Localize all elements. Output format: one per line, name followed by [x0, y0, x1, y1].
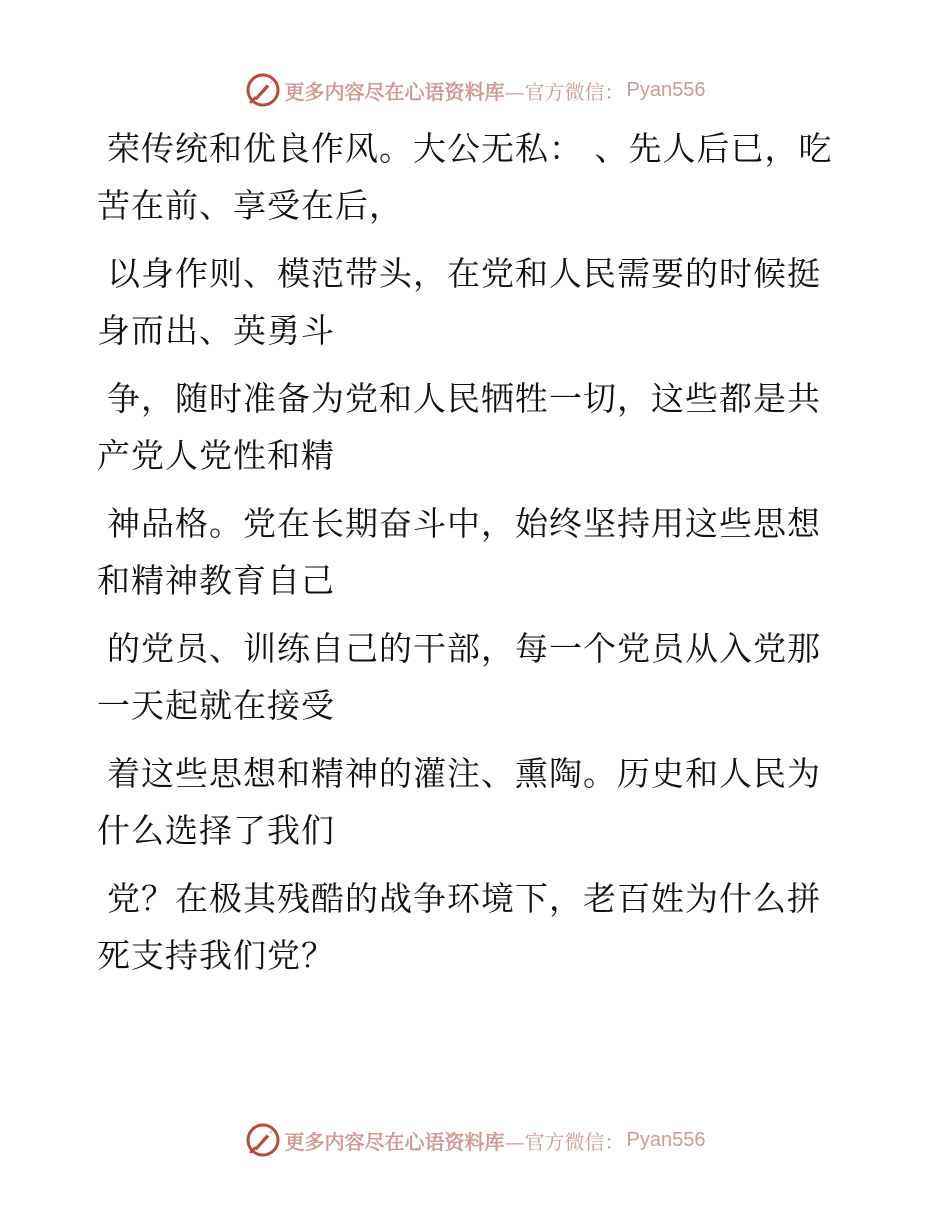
paragraph — [97, 745, 857, 859]
banner-wechat-id: Pyan556 — [626, 1128, 706, 1151]
pen-nib-logo-icon — [245, 1122, 281, 1158]
text-line: 苦在前、享受在后， — [97, 186, 403, 225]
text-line: 党？在极其残酷的战争环境下，老百姓为什么拼 — [107, 879, 821, 918]
paragraph — [97, 620, 857, 734]
paragraph — [97, 370, 857, 484]
header-watermark-banner — [0, 68, 950, 112]
text-line: 神品格。党在长期奋斗中，始终坚持用这些思想 — [107, 504, 821, 543]
banner-separator: —官方微信： — [504, 79, 625, 104]
text-line: 死支持我们党？ — [97, 936, 335, 975]
text-line: 什么选择了我们 — [97, 811, 335, 850]
text-line: 以身作则、模范带头，在党和人民需要的时候挺 — [107, 254, 821, 293]
text-line: 一天起就在接受 — [97, 686, 335, 725]
pen-nib-logo-icon — [245, 72, 281, 108]
footer-watermark-banner — [0, 1118, 950, 1162]
banner-separator: —官方微信： — [504, 1129, 625, 1154]
text-line: 着这些思想和精神的灌注、熏陶。历史和人民为 — [107, 754, 821, 793]
paragraph — [97, 870, 857, 984]
text-line: 身而出、英勇斗 — [97, 311, 335, 350]
paragraph — [97, 495, 857, 609]
text-line: 荣传统和优良作风。大公无私： 、先人后已，吃 — [107, 129, 833, 168]
banner-title: 更多内容尽在心语资料库 — [284, 79, 505, 104]
text-line: 产党人党性和精 — [97, 436, 335, 475]
paragraph — [97, 120, 857, 234]
text-line: 的党员、训练自己的干部，每一个党员从入党那 — [107, 629, 821, 668]
text-line: 争，随时准备为党和人民牺牲一切，这些都是共 — [107, 379, 821, 418]
banner-title: 更多内容尽在心语资料库 — [284, 1129, 505, 1154]
text-line: 和精神教育自己 — [97, 561, 335, 600]
paragraph — [97, 245, 857, 359]
document-body — [97, 120, 857, 995]
banner-wechat-id: Pyan556 — [626, 78, 706, 101]
